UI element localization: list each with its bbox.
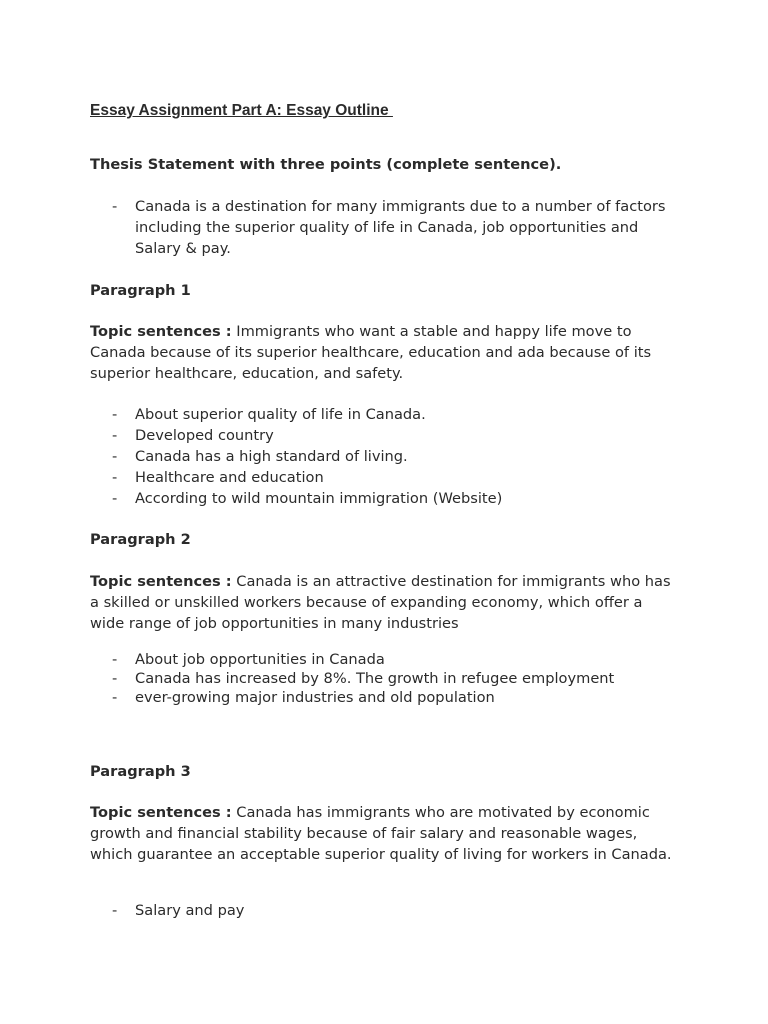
paragraph-2-topic [90, 571, 680, 634]
list-item [90, 196, 680, 259]
topic-text: Canada is an attractive destination for immigrants who has a skilled or unskilled workers because of expanding economy, which offer a wide range of job opportunities in many industries [90, 573, 671, 632]
paragraph-2-heading: Paragraph 2 [90, 531, 191, 548]
list-item [90, 446, 680, 467]
list-item-text: According to wild mountain immigration (Website) [135, 490, 503, 507]
paragraph-1-bullet-list [90, 404, 680, 509]
document-title: Essay Assignment Part A: Essay Outline [90, 102, 393, 119]
dash-bullet: - [112, 670, 118, 687]
list-item-text: ever-growing major industries and old population [135, 689, 495, 706]
list-item [90, 425, 680, 446]
dash-bullet: - [112, 651, 118, 668]
list-item-text: Canada is a destination for many immigrants due to a number of factors including the superior quality of life in Canada, job opportunities and Salary & pay. [135, 198, 666, 257]
thesis-heading: Thesis Statement with three points (complete sentence). [90, 156, 562, 173]
paragraph-3-topic [90, 802, 680, 865]
list-item-text: Canada has a high standard of living. [135, 448, 408, 465]
topic-label: Topic sentences : [90, 573, 232, 590]
list-item [90, 488, 680, 509]
paragraph-2-bullet-list [90, 650, 680, 707]
dash-bullet: - [112, 902, 118, 919]
list-item [90, 669, 680, 688]
list-item [90, 650, 680, 669]
list-item-text: About superior quality of life in Canada. [135, 406, 426, 423]
topic-label: Topic sentences : [90, 323, 232, 340]
list-item [90, 467, 680, 488]
paragraph-3-heading: Paragraph 3 [90, 763, 191, 780]
dash-bullet: - [112, 448, 118, 465]
dash-bullet: - [112, 469, 118, 486]
paragraph-3-bullet-list [90, 900, 680, 921]
topic-text: Canada has immigrants who are motivated by economic growth and financial stability because of fair salary and reasonable wages, which guarantee an acceptable superior quality of living for workers in Canada. [90, 804, 672, 863]
dash-bullet: - [112, 198, 118, 215]
dash-bullet: - [112, 490, 118, 507]
list-item-text: Canada has increased by 8%. The growth in refugee employment [135, 670, 615, 687]
list-item [90, 688, 680, 707]
paragraph-1-topic [90, 321, 680, 384]
dash-bullet: - [112, 406, 118, 423]
thesis-bullet-list [90, 196, 680, 259]
paragraph-1-heading: Paragraph 1 [90, 282, 191, 299]
topic-text: Immigrants who want a stable and happy life move to Canada because of its superior healthcare, education and ada because of its superior healthcare, education, and safety. [90, 323, 652, 382]
topic-label: Topic sentences : [90, 804, 232, 821]
list-item-text: About job opportunities in Canada [135, 651, 385, 668]
list-item [90, 404, 680, 425]
dash-bullet: - [112, 427, 118, 444]
list-item [90, 900, 680, 921]
list-item-text: Salary and pay [135, 902, 245, 919]
list-item-text: Developed country [135, 427, 274, 444]
dash-bullet: - [112, 689, 118, 706]
list-item-text: Healthcare and education [135, 469, 324, 486]
